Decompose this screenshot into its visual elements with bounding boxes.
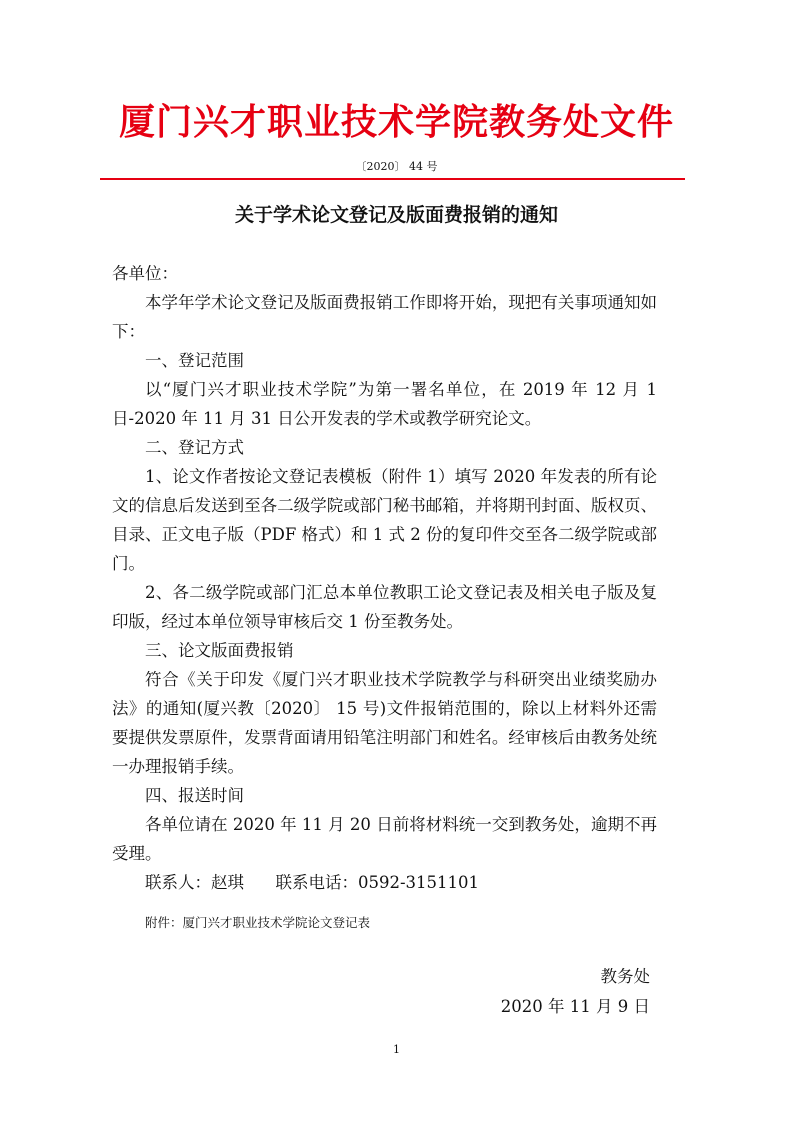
notice-body xyxy=(112,259,657,897)
notice-title: 关于学术论文登记及版面费报销的通知 xyxy=(234,204,558,226)
red-header-title: 厦门兴才职业技术学院教务处文件 xyxy=(118,102,674,143)
body-paragraph-deadline: 各单位请在 2020 年 11 月 20 日前将材料统一交到教务处，逾期不再受理。 xyxy=(112,815,657,863)
section-heading-reimbursement: 三、论文版面费报销 xyxy=(145,641,294,660)
body-paragraph-method-2: 2、各二级学院或部门汇总本单位教职工论文登记表及相关电子版及复印版，经过本单位领导审核后交 1 份至教务处。 xyxy=(112,583,657,631)
red-header-rule xyxy=(100,178,685,180)
section-heading-scope: 一、登记范围 xyxy=(145,351,244,370)
signature-date: 2020 年 11 月 9 日 xyxy=(500,997,650,1016)
attachment-note: 附件：厦门兴才职业技术学院论文登记表 xyxy=(145,915,371,930)
body-paragraph-reimbursement: 符合《关于印发《厦门兴才职业技术学院教学与科研突出业绩奖励办法》的通知(厦兴教〔2020〕 15 号)文件报销范围的，除以上材料外还需要提供发票原件，发票背面请用铅笔注明部门和姓名。经审核后由教务处统一办理报销手续。 xyxy=(112,670,657,776)
section-heading-method: 二、登记方式 xyxy=(145,438,244,457)
section-heading-deadline: 四、报送时间 xyxy=(145,786,244,805)
body-paragraph-method-1: 1、论文作者按论文登记表模板（附件 1）填写 2020 年发表的所有论文的信息后发送到至各二级学院或部门秘书邮箱，并将期刊封面、版权页、目录、正文电子版（PDF 格式）和 1 式 2 份的复印件交至各二级学院或部门。 xyxy=(112,467,657,573)
contact-line: 联系人：赵琪 联系电话：0592-3151101 xyxy=(145,873,480,892)
document-number: 〔2020〕 44 号 xyxy=(355,160,438,173)
body-paragraph-scope: 以“厦门兴才职业技术学院”为第一署名单位，在 2019 年 12 月 1 日-2020 年 11 月 31 日公开发表的学术或教学研究论文。 xyxy=(112,380,657,428)
body-paragraph-intro: 本学年学术论文登记及版面费报销工作即将开始，现把有关事项通知如下： xyxy=(112,293,657,341)
signature-department: 教务处 xyxy=(600,967,650,986)
salutation: 各单位： xyxy=(112,264,178,283)
page-number: 1 xyxy=(393,1043,400,1056)
